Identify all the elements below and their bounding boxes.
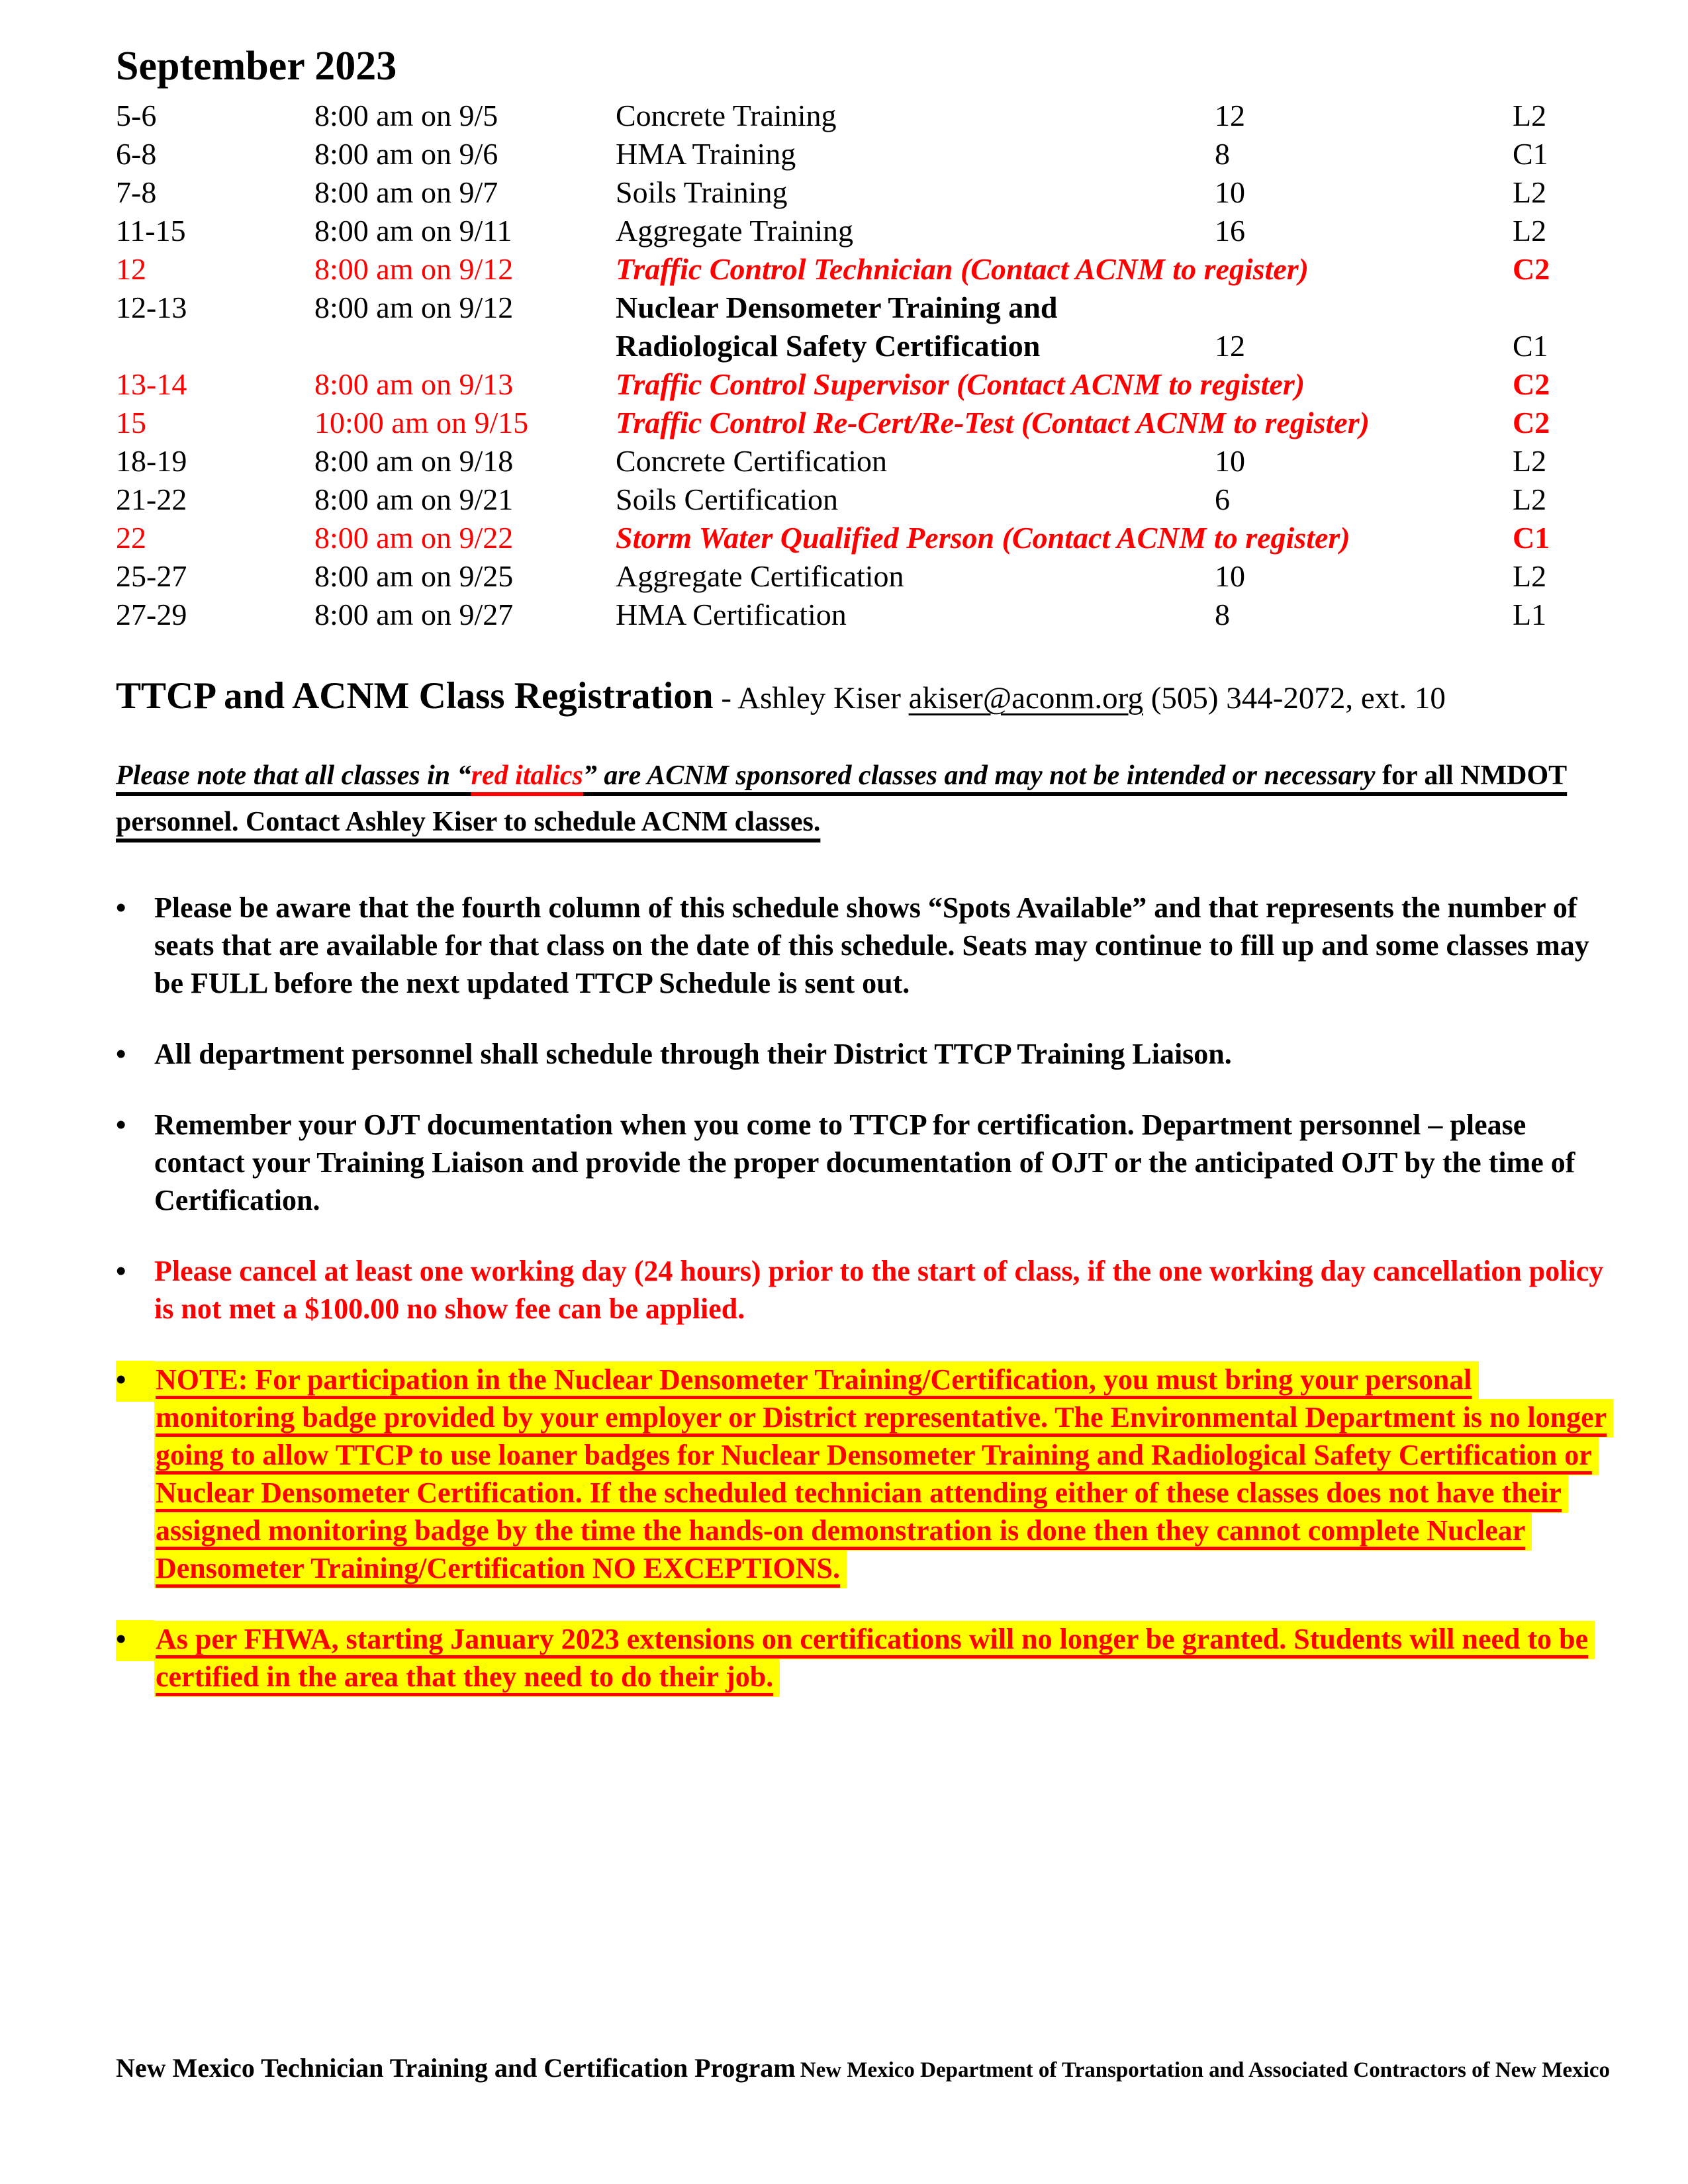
acnm-note (116, 752, 1609, 845)
footer-department-name: New Mexico Department of Transportation and Associated Contractors of New Mexico (800, 2058, 1610, 2082)
bullet-item (116, 1361, 1609, 1587)
schedule-cell-code: C2 (1513, 252, 1550, 286)
acnm-note-tail: for all NMDOT personnel. Contact Ashley Kiser to schedule ACNM classes. (116, 760, 1568, 837)
bullet-item (116, 1106, 1609, 1219)
schedule-row (116, 404, 1609, 442)
schedule-cell-class: Traffic Control Re-Cert/Re-Test (Contact ACNM to register) (616, 406, 1370, 439)
schedule-cell-dates: 11-15 (116, 214, 186, 248)
schedule-cell-dates: 15 (116, 406, 146, 439)
schedule-cell-class: Traffic Control Supervisor (Contact ACNM to register) (616, 367, 1305, 401)
bullet-icon: • (116, 1109, 126, 1141)
schedule-cell-dates: 22 (116, 521, 146, 555)
schedule-cell-dates: 25-27 (116, 559, 187, 593)
footer-program-name: New Mexico Technician Training and Certification Program (116, 2053, 796, 2083)
schedule-row (116, 135, 1609, 173)
schedule-cell-class: HMA Certification (616, 598, 847, 631)
bullet-text: As per FHWA, starting January 2023 extensions on certifications will no longer be granted. Students will need to be certified in the area that they need to do their job. (154, 1621, 1595, 1697)
bullet-item (116, 1035, 1609, 1073)
acnm-note-lead: Please note that all classes in “ (116, 760, 471, 791)
schedule-cell-spots: 12 (1215, 99, 1245, 132)
schedule-cell-code: L1 (1513, 598, 1547, 631)
schedule-cell-code (1513, 289, 1609, 327)
schedule-cell-class: Storm Water Qualified Person (Contact ACNM to register) (616, 521, 1350, 555)
schedule-cell-code: C2 (1513, 406, 1550, 439)
schedule-cell-time: 8:00 am on 9/6 (314, 137, 498, 171)
schedule-cell-code: L2 (1513, 214, 1547, 248)
schedule-row (116, 289, 1609, 327)
registration-heading-title: TTCP and ACNM Class Registration (116, 675, 714, 717)
schedule-cell-time: 8:00 am on 9/21 (314, 482, 514, 516)
schedule-cell-class: Traffic Control Technician (Contact ACNM to register) (616, 252, 1309, 286)
schedule-row (116, 327, 1609, 365)
bullet-item (116, 1252, 1609, 1328)
bullet-text: NOTE: For participation in the Nuclear Densometer Training/Certification, you must bring your personal monitoring badge provided by your employer or District representative. The Environmental Department is no longer going to allow TTCP to use loaner badges for Nuclear Densometer Training and Radiological Safety Certification or Nuclear Densometer Certification. If the scheduled technician attending either of these classes does not have their assigned monitoring badge by the time the hands-on demonstration is done then they cannot complete Nuclear Densometer Training/Certification NO EXCEPTIONS. (154, 1361, 1613, 1588)
schedule-row (116, 97, 1609, 135)
schedule-row (116, 212, 1609, 250)
schedule-cell-dates: 18-19 (116, 444, 187, 478)
schedule-cell-class: Aggregate Training (616, 214, 854, 248)
schedule-row (116, 442, 1609, 480)
schedule-cell-dates: 7-8 (116, 175, 157, 209)
bullet-text: Please be aware that the fourth column of this schedule shows “Spots Available” and that represents the number of seats that are available for that class on the date of this schedule. Seats may continue to fill up and some classes may be FULL before the next updated TTCP Schedule is sent out. (154, 891, 1589, 999)
registration-contact-name: Ashley Kiser (737, 681, 909, 715)
schedule-cell-spots: 6 (1215, 482, 1230, 516)
schedule-cell-spots: 10 (1215, 444, 1245, 478)
schedule-cell-dates: 13-14 (116, 367, 187, 401)
schedule-cell-spots: 12 (1215, 329, 1245, 363)
schedule-row (116, 480, 1609, 519)
schedule-cell-spots (1215, 289, 1513, 327)
schedule-cell-code: C1 (1513, 137, 1548, 171)
bullet-text: All department personnel shall schedule through their District TTCP Training Liaison. (154, 1038, 1232, 1070)
bullet-icon: • (116, 1038, 126, 1070)
schedule-cell-class: HMA Training (616, 137, 796, 171)
schedule-cell-code: C1 (1513, 329, 1548, 363)
schedule-cell-dates: 12-13 (116, 291, 187, 324)
schedule-cell-time: 8:00 am on 9/27 (314, 598, 514, 631)
schedule-cell-time: 8:00 am on 9/22 (314, 521, 514, 555)
schedule-cell-code: L2 (1513, 444, 1547, 478)
schedule-cell-code: C2 (1513, 367, 1550, 401)
bullet-text: Please cancel at least one working day (24 hours) prior to the start of class, if the one working day cancellation policy is not met a $100.00 no show fee can be applied. (154, 1255, 1604, 1325)
bullet-icon: • (116, 891, 126, 924)
schedule-cell-dates: 21-22 (116, 482, 187, 516)
schedule-cell-spots: 8 (1215, 137, 1230, 171)
schedule-cell-time: 8:00 am on 9/18 (314, 444, 514, 478)
schedule-cell-spots: 10 (1215, 175, 1245, 209)
schedule-row (116, 173, 1609, 212)
schedule-cell-dates: 12 (116, 252, 146, 286)
schedule-cell-time: 8:00 am on 9/13 (314, 367, 514, 401)
bullet-item (116, 1620, 1609, 1696)
schedule-row (116, 365, 1609, 404)
schedule-cell-code: L2 (1513, 99, 1547, 132)
bullet-text: Remember your OJT documentation when you come to TTCP for certification. Department personnel – please contact your Training Liaison and provide the proper documentation of OJT or the anticipated OJT by the time of Certification. (154, 1109, 1575, 1216)
schedule-cell-code: L2 (1513, 559, 1547, 593)
schedule-cell-spots: 8 (1215, 598, 1230, 631)
schedule-cell-class: Soils Certification (616, 482, 839, 516)
schedule-cell-class: Concrete Training (616, 99, 837, 132)
registration-separator: - (713, 681, 738, 715)
schedule-row (116, 557, 1609, 596)
schedule-table (116, 97, 1609, 634)
schedule-cell-time: 8:00 am on 9/11 (314, 214, 512, 248)
bullet-list (116, 889, 1609, 1696)
schedule-cell-code: L2 (1513, 175, 1547, 209)
schedule-row (116, 519, 1609, 557)
page-title: September 2023 (116, 44, 397, 89)
schedule-cell-class: Concrete Certification (616, 444, 888, 478)
schedule-cell-class: Nuclear Densometer Training and (616, 291, 1058, 324)
schedule-cell-spots: 16 (1215, 214, 1245, 248)
schedule-cell-class: Radiological Safety Certification (616, 329, 1041, 363)
bullet-item (116, 889, 1609, 1002)
bullet-icon: • (116, 1620, 154, 1661)
schedule-cell-dates: 27-29 (116, 598, 187, 631)
schedule-row (116, 250, 1609, 289)
schedule-cell-dates: 5-6 (116, 99, 157, 132)
schedule-cell-code: L2 (1513, 482, 1547, 516)
schedule-cell-time: 10:00 am on 9/15 (314, 406, 529, 439)
schedule-cell-time: 8:00 am on 9/25 (314, 559, 514, 593)
schedule-cell-time (314, 327, 616, 365)
schedule-cell-class: Aggregate Certification (616, 559, 904, 593)
acnm-note-mid: ” are ACNM sponsored classes and may not be intended or necessary (583, 760, 1376, 791)
schedule-cell-time: 8:00 am on 9/7 (314, 175, 498, 209)
bullet-icon: • (116, 1361, 154, 1402)
red-italics-phrase: red italics (471, 760, 583, 791)
schedule-cell-class: Soils Training (616, 175, 788, 209)
schedule-cell-code: C1 (1513, 521, 1550, 555)
registration-contact-phone: (505) 344-2072, ext. 10 (1143, 681, 1446, 715)
email-link[interactable]: akiser@aconm.org (908, 681, 1143, 715)
page-footer (116, 2052, 1610, 2083)
schedule-cell-dates (116, 327, 314, 365)
schedule-cell-time: 8:00 am on 9/12 (314, 291, 514, 324)
schedule-cell-time: 8:00 am on 9/12 (314, 252, 514, 286)
registration-heading (116, 671, 1609, 723)
schedule-cell-spots: 10 (1215, 559, 1245, 593)
schedule-cell-time: 8:00 am on 9/5 (314, 99, 498, 132)
bullet-icon: • (116, 1255, 126, 1287)
schedule-cell-dates: 6-8 (116, 137, 157, 171)
schedule-row (116, 596, 1609, 634)
